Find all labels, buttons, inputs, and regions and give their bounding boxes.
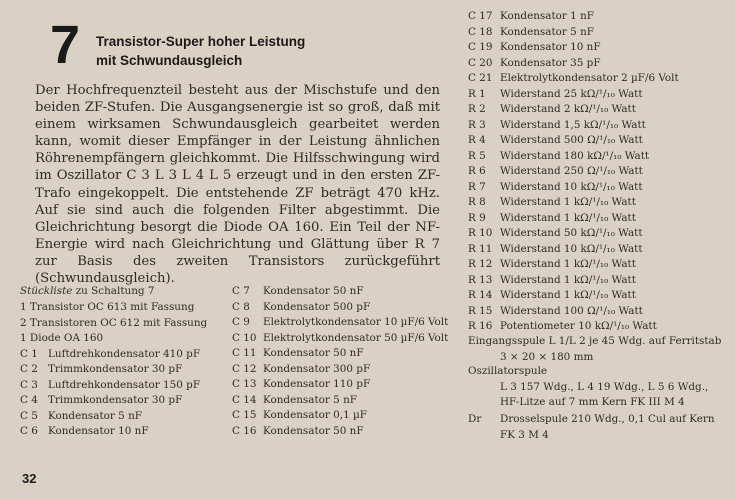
input-coil-line-2: 3 × 20 × 180 mm: [500, 350, 594, 363]
parts-list-row: [468, 211, 728, 227]
parts-list-row: [468, 304, 728, 320]
parts-list-row: [468, 273, 728, 289]
part-ref: C 4: [20, 394, 38, 406]
part-description: Kondensator 5 nF: [263, 393, 357, 406]
parts-list-row: [468, 71, 728, 87]
part-ref: R 3: [468, 118, 486, 131]
parts-list-row: [468, 87, 728, 103]
parts-list-row: [468, 257, 728, 273]
part-ref: R 11: [468, 242, 493, 255]
part-description: Kondensator 5 nF: [500, 25, 594, 38]
parts-list-heading-italic: Stückliste: [20, 285, 73, 297]
part-description: Kondensator 1 nF: [500, 10, 594, 22]
parts-list-row: [468, 164, 728, 180]
part-description: Kondensator 35 pF: [500, 56, 601, 69]
description-paragraph: [35, 82, 440, 287]
part-ref: C 5: [20, 409, 38, 422]
part-description: Widerstand 2 kΩ/¹/₁₀ Watt: [500, 103, 636, 115]
parts-list-row: [20, 424, 225, 440]
part-ref: C 11: [232, 347, 257, 359]
part-ref: C 19: [468, 41, 493, 53]
part-ref: R 12: [468, 258, 493, 270]
part-description: Elektrolytkondensator 50 µF/6 Volt: [263, 331, 449, 344]
choke-line-1: Drosselspule 210 Wdg., 0,1 Cul auf Kern: [500, 413, 715, 425]
parts-list-heading-text: zu Schaltung 7: [72, 285, 155, 297]
parts-list-row: [20, 331, 225, 347]
part-ref: C 6: [20, 425, 38, 437]
part-description: Widerstand 1,5 kΩ/¹/₁₀ Watt: [500, 118, 646, 131]
part-description: Widerstand 25 kΩ/¹/₁₀ Watt: [500, 87, 643, 100]
parts-list-row: [232, 377, 467, 393]
part-description: Widerstand 100 Ω/¹/₁₀ Watt: [500, 304, 643, 317]
part-description: Widerstand 10 kΩ/¹/₁₀ Watt: [500, 180, 643, 193]
chapter-title-line-1: Transistor-Super hoher Leistung: [96, 34, 306, 49]
chapter-title-line-2: mit Schwundausgleich: [96, 53, 243, 68]
part-ref: R 14: [468, 289, 493, 301]
parts-list-row: [468, 319, 728, 335]
parts-list-row: [468, 118, 728, 134]
parts-list-row: [232, 300, 467, 316]
part-ref: C 12: [232, 362, 257, 375]
part-description: Luftdrehkondensator 150 pF: [48, 378, 201, 391]
part-ref: R 6: [468, 165, 486, 177]
part-description: Widerstand 10 kΩ/¹/₁₀ Watt: [500, 242, 643, 255]
part-ref: C 15: [232, 409, 257, 421]
part-description: Kondensator 0,1 µF: [263, 409, 367, 421]
part-ref: C 7: [232, 285, 250, 297]
parts-list-heading: [20, 284, 154, 300]
part-ref: C 18: [468, 25, 493, 38]
parts-list-column-1: [20, 300, 225, 440]
part-description: Widerstand 250 Ω/¹/₁₀ Watt: [500, 165, 643, 177]
part-ref: R 15: [468, 304, 493, 317]
parts-list-row: [232, 408, 467, 424]
parts-list-row: [20, 362, 225, 378]
part-ref: C 9: [232, 316, 250, 328]
part-description: Kondensator 50 nF: [263, 424, 364, 437]
part-description: Kondensator 500 pF: [263, 300, 371, 313]
part-ref: C 14: [232, 393, 257, 406]
part-ref: R 1: [468, 87, 486, 100]
part-description: Widerstand 180 kΩ/¹/₁₀ Watt: [500, 149, 650, 162]
parts-list-row: [20, 300, 225, 316]
page-number: 32: [22, 471, 37, 486]
parts-list-row: [20, 378, 225, 394]
chapter-number: 7: [50, 15, 81, 75]
input-coil-entry: [468, 334, 721, 365]
parts-list-row: [468, 180, 728, 196]
part-ref: C 20: [468, 56, 493, 69]
parts-list-row: [468, 56, 728, 72]
part-ref: R 13: [468, 273, 493, 286]
parts-list-row: [468, 242, 728, 258]
part-ref: R 4: [468, 134, 486, 146]
part-description: Widerstand 500 Ω/¹/₁₀ Watt: [500, 134, 643, 146]
description-text: Der Hochfrequenzteil besteht aus der Mischstufe und den beiden ZF-Stufen. Die Ausgangsenergie ist so groß, daß mit einem wirksamen Schwundausgleich gearbeitet werden kann, womit dieser Empfänger in der Leistung ähnlichen Röhrenempfängern gleichkommt. Die Hilfsschwingung wird im Oszillator C 3 L 3 L 4 L 5 erzeugt und in den ersten ZF-Trafo eingekoppelt. Die entstehende ZF beträgt 470 kHz. Auf sie sind auch die folgenden Filter abgestimmt. Die Gleichrichtung besorgt die Diode OA 160. Ein Teil der NF-Energie wird nach Gleichrichtung und Glättung über R 7 zur Basis des zweiten Transistors zurückgeführt (Schwundausgleich).: [35, 83, 440, 287]
part-ref: R 10: [468, 227, 493, 239]
part-ref: 1 Transistor OC 613 mit Fassung: [20, 301, 195, 313]
part-ref: C 13: [232, 378, 257, 390]
parts-list-row: [468, 40, 728, 56]
part-description: Trimmkondensator 30 pF: [48, 363, 183, 375]
chapter-title: [96, 32, 305, 70]
part-description: Kondensator 300 pF: [263, 362, 371, 375]
parts-list-row: [232, 284, 467, 300]
part-description: Elektrolytkondensator 10 µF/6 Volt: [263, 316, 449, 328]
part-description: Widerstand 1 kΩ/¹/₁₀ Watt: [500, 258, 636, 270]
part-ref: C 1: [20, 347, 38, 360]
parts-list-row: [20, 409, 225, 425]
part-description: Widerstand 1 kΩ/¹/₁₀ Watt: [500, 211, 636, 224]
parts-list-row: [232, 331, 467, 347]
part-ref: C 3: [20, 378, 38, 391]
part-description: Widerstand 50 kΩ/¹/₁₀ Watt: [500, 227, 643, 239]
part-ref: C 10: [232, 331, 257, 344]
input-coil-line-1: Eingangsspule L 1/L 2 je 45 Wdg. auf Ferritstab: [468, 335, 722, 347]
part-description: Elektrolytkondensator 2 µF/6 Volt: [500, 72, 679, 84]
parts-list-row: [20, 393, 225, 409]
part-ref: R 16: [468, 320, 493, 332]
part-description: Widerstand 1 kΩ/¹/₁₀ Watt: [500, 289, 636, 301]
parts-list-row: [232, 346, 467, 362]
parts-list-row: [468, 288, 728, 304]
part-description: Trimmkondensator 30 pF: [48, 394, 183, 406]
part-ref: C 17: [468, 10, 493, 22]
part-ref: R 5: [468, 149, 486, 162]
parts-list-column-2: [232, 284, 467, 439]
parts-list-row: [468, 25, 728, 41]
part-description: Kondensator 110 pF: [263, 378, 371, 390]
part-description: Kondensator 50 nF: [263, 285, 364, 297]
part-ref: R 8: [468, 196, 486, 208]
parts-list-row: [468, 226, 728, 242]
part-description: Widerstand 1 kΩ/¹/₁₀ Watt: [500, 273, 636, 286]
part-ref: C 21: [468, 72, 493, 84]
parts-list-row: [468, 195, 728, 211]
oscillator-coil-line-2: HF-Litze auf 7 mm Kern FK III M 4: [500, 396, 685, 408]
parts-list-row: [468, 133, 728, 149]
parts-list-row: [468, 102, 728, 118]
part-description: Kondensator 10 nF: [48, 425, 149, 437]
part-ref: C 16: [232, 424, 257, 437]
choke-line-2: FK 3 M 4: [500, 428, 549, 441]
part-description: Potentiometer 10 kΩ/¹/₁₀ Watt: [500, 320, 657, 332]
oscillator-coil-line-1: L 3 157 Wdg., L 4 19 Wdg., L 5 6 Wdg.,: [500, 380, 709, 393]
parts-list-row: [232, 393, 467, 409]
part-description: Kondensator 10 nF: [500, 41, 601, 53]
choke-entry: [468, 412, 715, 443]
parts-list-row: [468, 9, 728, 25]
part-description: Widerstand 1 kΩ/¹/₁₀ Watt: [500, 196, 636, 208]
parts-list-row: [232, 424, 467, 440]
oscillator-coil-heading: Oszillatorspule: [468, 365, 548, 377]
part-ref: C 8: [232, 300, 250, 313]
part-ref: 1 Diode OA 160: [20, 332, 104, 344]
oscillator-coil-entry: [468, 364, 708, 411]
parts-list-row: [20, 347, 225, 363]
part-description: Kondensator 5 nF: [48, 409, 142, 422]
part-description: Kondensator 50 nF: [263, 347, 364, 359]
choke-ref: Dr: [468, 413, 482, 425]
part-ref: R 7: [468, 180, 486, 193]
part-description: Luftdrehkondensator 410 pF: [48, 347, 201, 360]
part-ref: C 2: [20, 363, 38, 375]
part-ref: 2 Transistoren OC 612 mit Fassung: [20, 316, 208, 329]
part-ref: R 9: [468, 211, 486, 224]
part-ref: R 2: [468, 103, 486, 115]
parts-list-column-3: [468, 9, 728, 335]
parts-list-row: [20, 316, 225, 332]
parts-list-row: [468, 149, 728, 165]
parts-list-row: [232, 315, 467, 331]
parts-list-row: [232, 362, 467, 378]
